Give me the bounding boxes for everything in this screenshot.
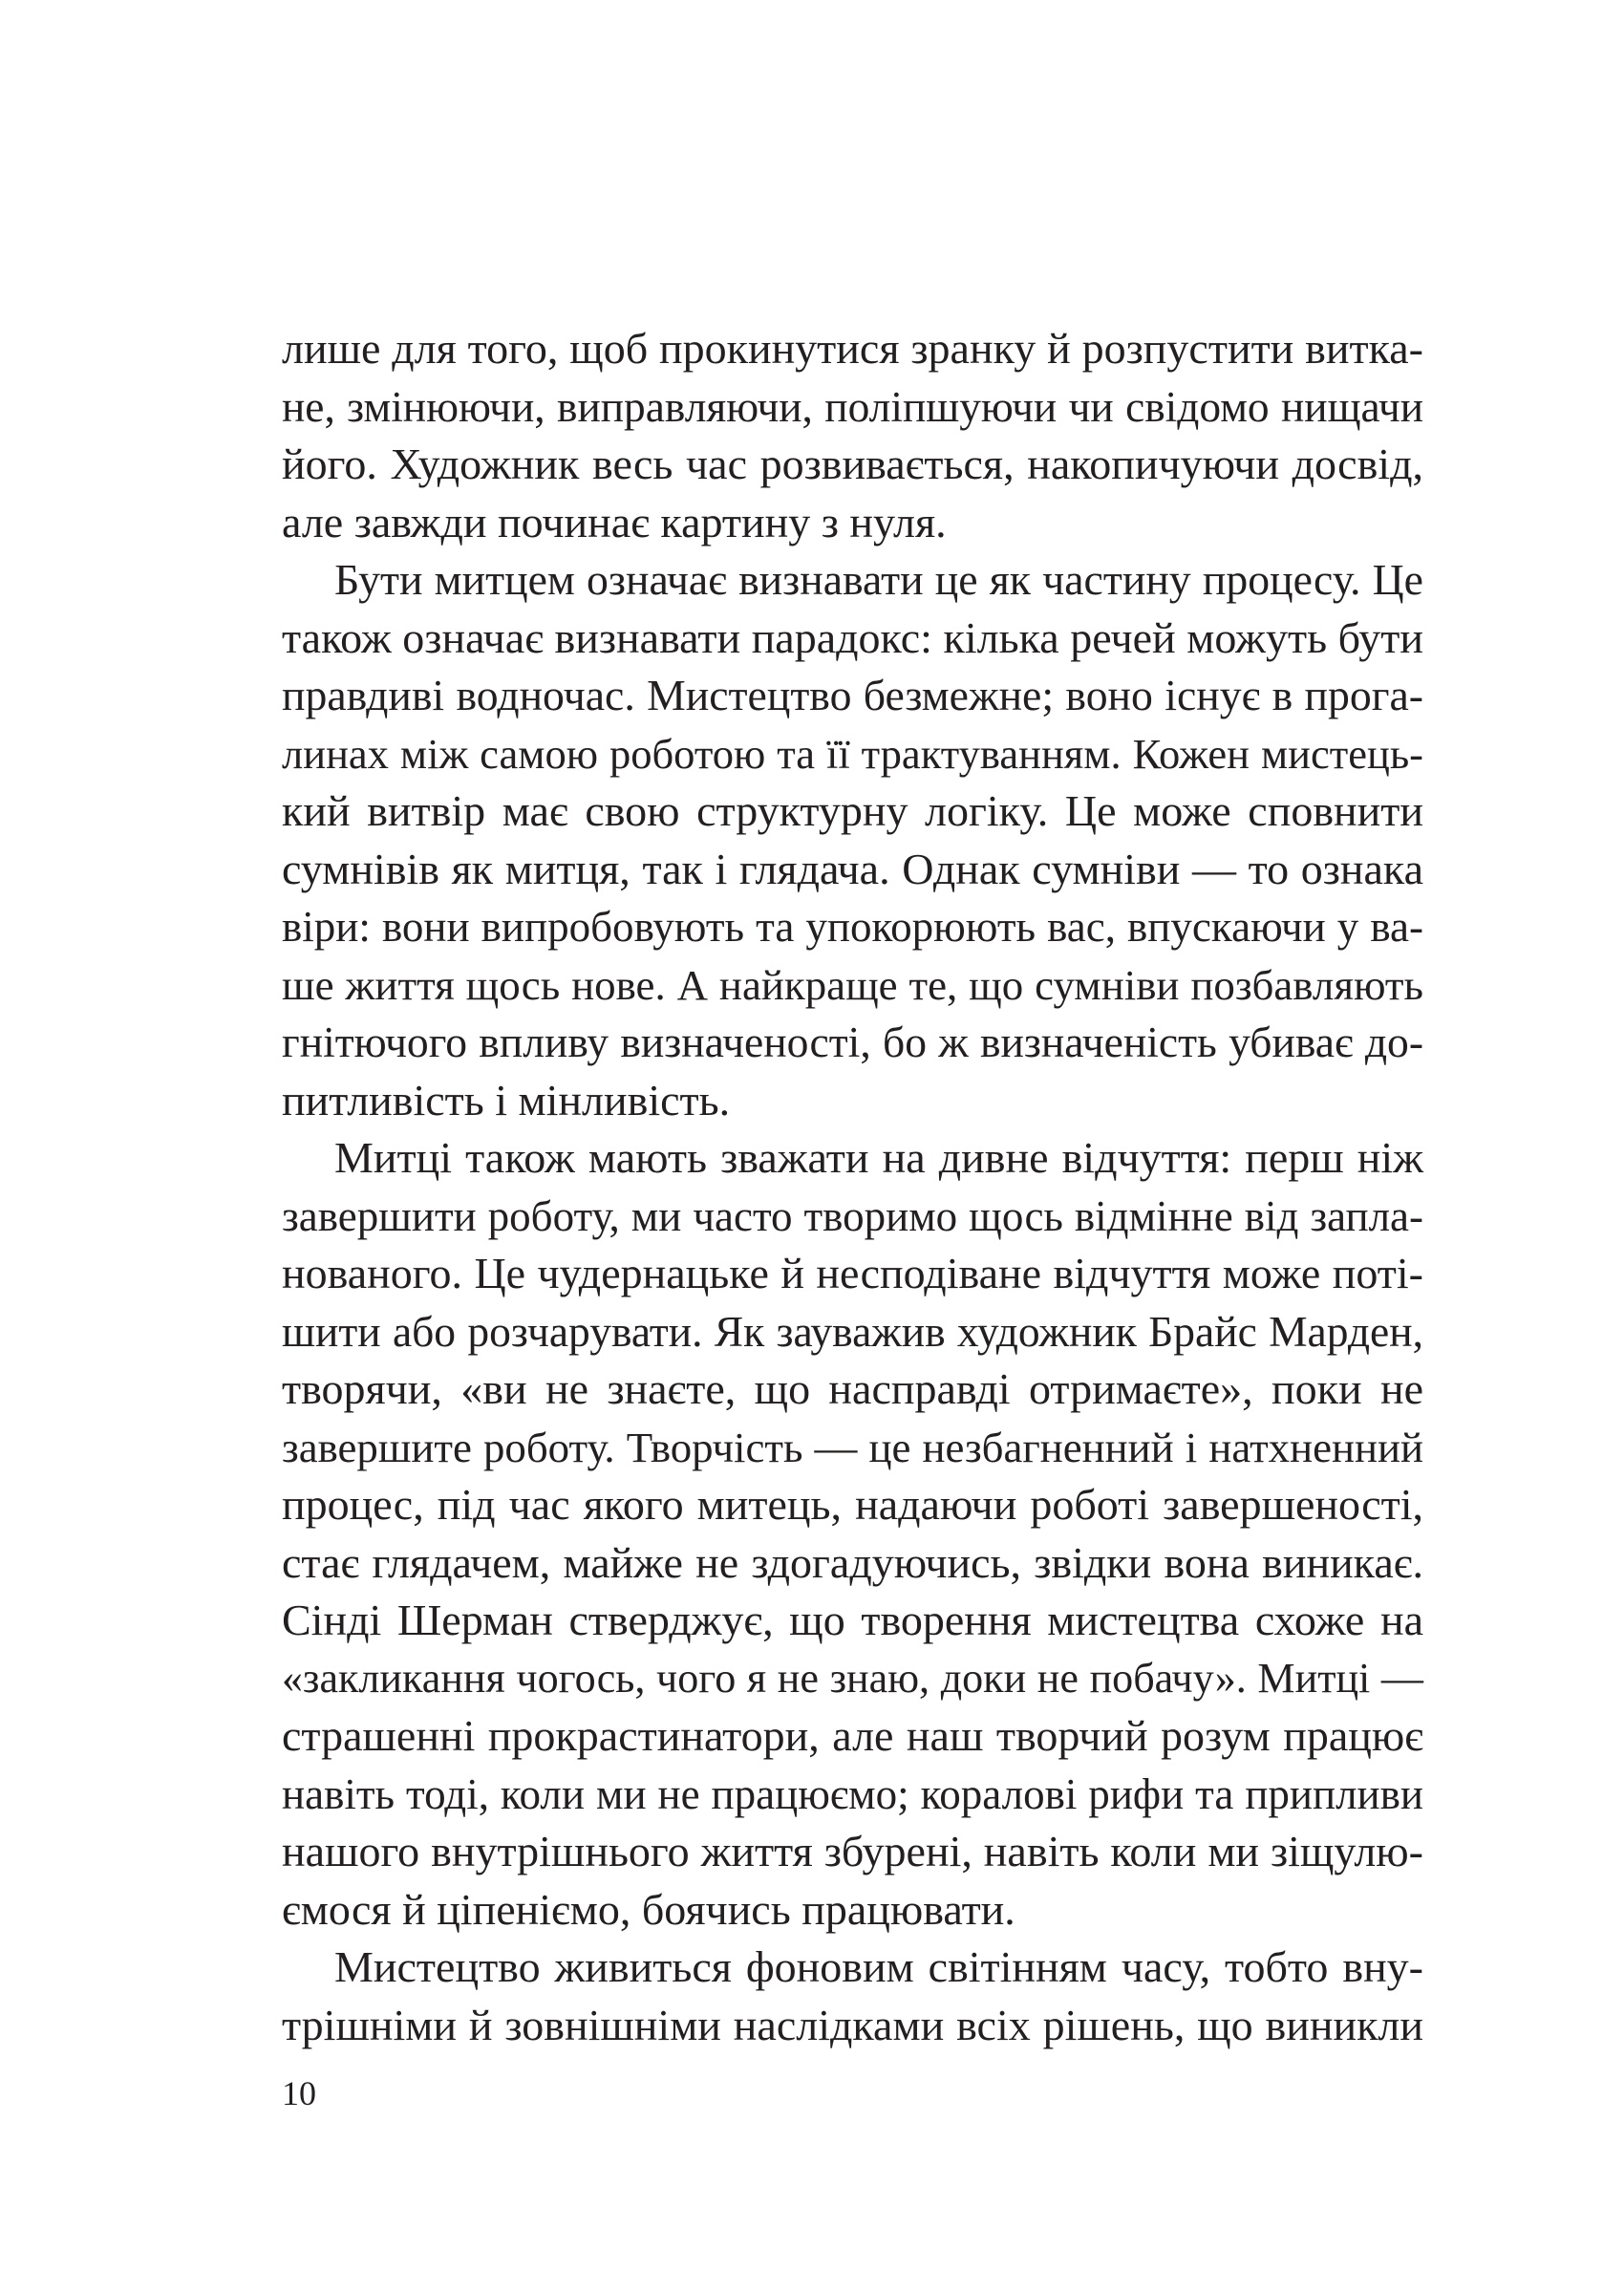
paragraph-1: [282, 320, 1423, 551]
text-line: «закликання чогось, чого я не знаю, доки не побачу». Митці —: [282, 1654, 1423, 1702]
paragraph-2: [282, 551, 1423, 1129]
text-line: Мистецтво живиться фоновим світінням часу, тобто вну-: [334, 1942, 1423, 1991]
text-line: нованого. Це чудернацьке й несподіване відчуття може поті-: [282, 1249, 1423, 1297]
text-line: Сінді Шерман стверджує, що творення мистецтва схоже на: [282, 1596, 1423, 1644]
text-line: сумнівів як митця, так і глядача. Однак сумніви — то ознака: [282, 844, 1423, 893]
text-line: линах між самою роботою та її трактуванням. Кожен мистець-: [282, 729, 1423, 778]
text-line: гнітючого впливу визначеності, бо ж визначеність убиває до-: [282, 1018, 1423, 1066]
text-line: кий витвір має свою структурну логіку. Це може сповнити: [282, 786, 1423, 835]
text-line: творячи, «ви не знаєте, що насправді отримаєте», поки не: [282, 1364, 1423, 1413]
text-line: завершите роботу. Творчість — це незбагненний і натхненний: [282, 1423, 1423, 1471]
text-line: страшенні прокрастинатори, але наш творчий розум працює: [282, 1711, 1423, 1760]
paragraph-3: [282, 1129, 1423, 1939]
body-text: [282, 320, 1423, 2054]
paragraph-4: [282, 1939, 1423, 2054]
page-number: 10: [282, 2074, 316, 2112]
text-line: також означає визнавати парадокс: кілька речей можуть бути: [282, 612, 1423, 662]
text-line: навіть тоді, коли ми не працюємо; коралові рифи та припливи: [282, 1769, 1423, 1818]
text-line: стає глядачем, майже не здогадуючись, звідки вона виникає.: [282, 1537, 1423, 1587]
text-line: ше життя щось нове. А найкраще те, що сумніви позбавляють: [282, 960, 1423, 1009]
text-line: його. Художник весь час розвивається, накопичуючи досвід,: [282, 439, 1423, 488]
text-line: питливість і мінливість.: [282, 1075, 731, 1125]
text-line: правдиві водночас. Мистецтво безмежне; воно існує в прога-: [282, 671, 1423, 719]
text-line: не, змінюючи, виправляючи, поліпшуючи чи свідомо нищачи: [282, 382, 1423, 431]
text-line: трішніми й зовнішніми наслідками всіх рішень, що виникли: [282, 2000, 1423, 2049]
text-line: шити або розчарувати. Як зауважив художник Брайс Марден,: [282, 1306, 1423, 1356]
text-line: завершити роботу, ми часто творимо щось відмінне від запла-: [282, 1191, 1423, 1240]
text-line: процес, під час якого митець, надаючи роботі завершеності,: [282, 1480, 1423, 1529]
text-line: нашого внутрішнього життя збурені, навіть коли ми зіщулю-: [282, 1827, 1423, 1875]
text-line: ємося й ціпеніємо, боячись працювати.: [282, 1884, 1015, 1934]
text-line: віри: вони випробовують та упокорюють вас, впускаючи у ва-: [282, 903, 1423, 951]
text-line: але завжди починає картину з нуля.: [282, 497, 947, 546]
text-line: Митці також мають зважати на дивне відчуття: перш ніж: [334, 1133, 1423, 1182]
text-line: лише для того, щоб прокинутися зранку й розпустити витка-: [282, 324, 1423, 373]
text-line: Бути митцем означає визнавати це як частину процесу. Це: [334, 555, 1423, 604]
